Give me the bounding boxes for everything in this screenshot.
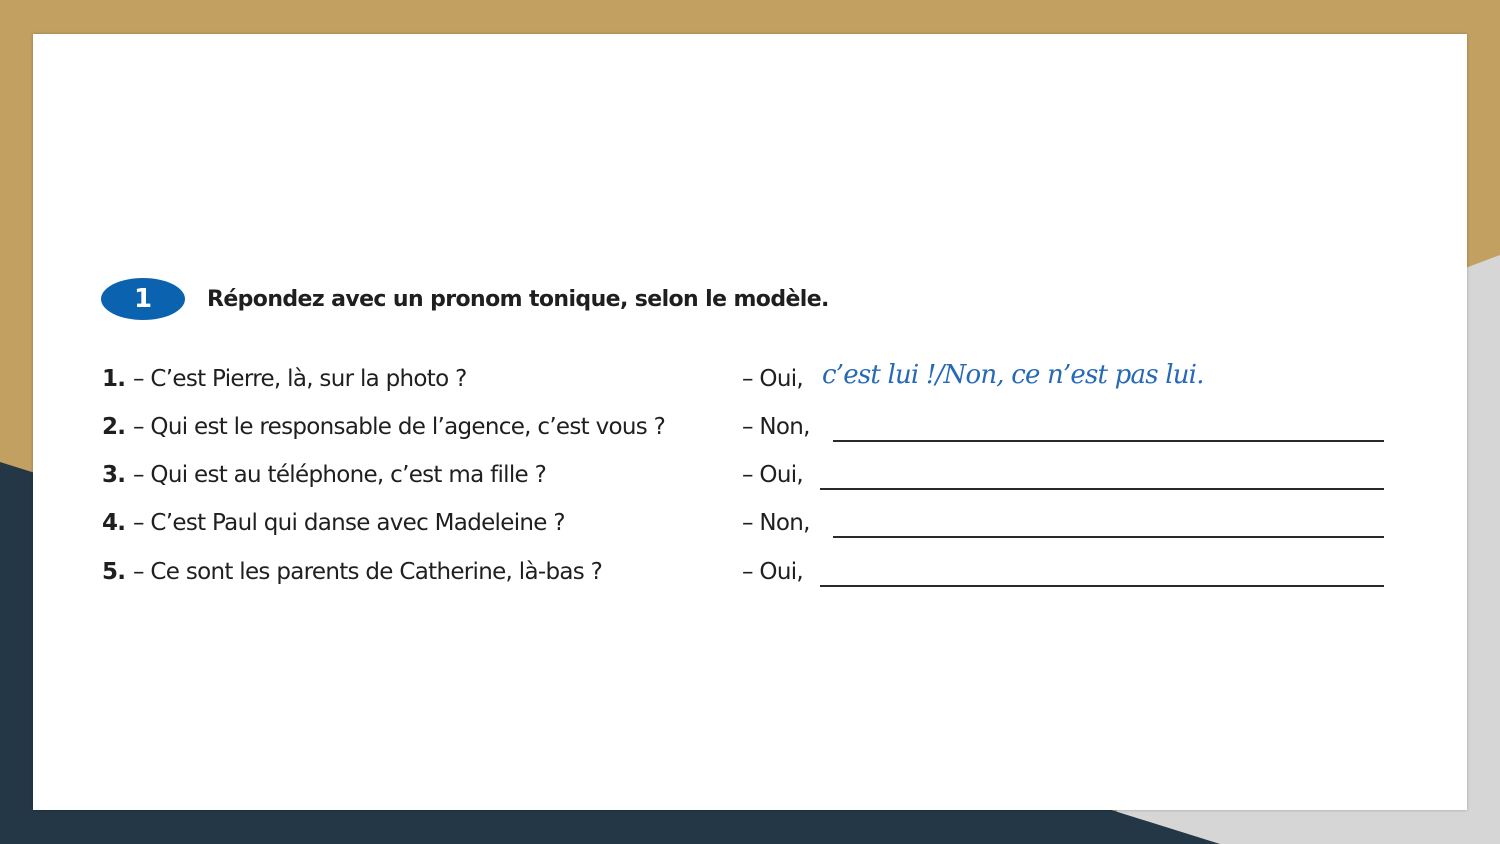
exercise-number-badge bbox=[101, 278, 185, 320]
item-number: 3. bbox=[102, 462, 126, 488]
item-question: – C’est Pierre, là, sur la photo ? bbox=[133, 366, 467, 392]
answer-blank-line[interactable] bbox=[833, 440, 1384, 442]
exercise-item-2 bbox=[102, 414, 1392, 450]
answer-prefix: – Non, bbox=[742, 510, 810, 536]
item-number: 4. bbox=[102, 510, 126, 536]
model-answer-handwritten: c’est lui !/Non, ce n’est pas lui. bbox=[822, 360, 1204, 390]
item-number: 2. bbox=[102, 414, 126, 440]
answer-prefix: – Oui, bbox=[742, 462, 803, 488]
item-question: – Ce sont les parents de Catherine, là-bas ? bbox=[133, 559, 603, 585]
answer-prefix: – Non, bbox=[742, 414, 810, 440]
item-number: 1. bbox=[102, 366, 126, 392]
item-question: – Qui est le responsable de l’agence, c’est vous ? bbox=[133, 414, 666, 440]
exercise-header bbox=[101, 278, 829, 320]
exercise-item-5 bbox=[102, 559, 1392, 595]
item-question: – Qui est au téléphone, c’est ma fille ? bbox=[133, 462, 547, 488]
exercise-item-4 bbox=[102, 510, 1392, 546]
answer-blank-line[interactable] bbox=[833, 536, 1384, 538]
answer-blank-line[interactable] bbox=[820, 585, 1384, 587]
exercise-item-3 bbox=[102, 462, 1392, 498]
answer-prefix: – Oui, bbox=[742, 366, 803, 392]
exercise-instruction: Répondez avec un pronom tonique, selon le modèle. bbox=[207, 286, 829, 312]
item-number: 5. bbox=[102, 559, 126, 585]
exercise-item-1 bbox=[102, 360, 1392, 402]
item-question: – C’est Paul qui danse avec Madeleine ? bbox=[133, 510, 565, 536]
exercise-number: 1 bbox=[133, 284, 153, 314]
answer-prefix: – Oui, bbox=[742, 559, 803, 585]
answer-blank-line[interactable] bbox=[820, 488, 1384, 490]
